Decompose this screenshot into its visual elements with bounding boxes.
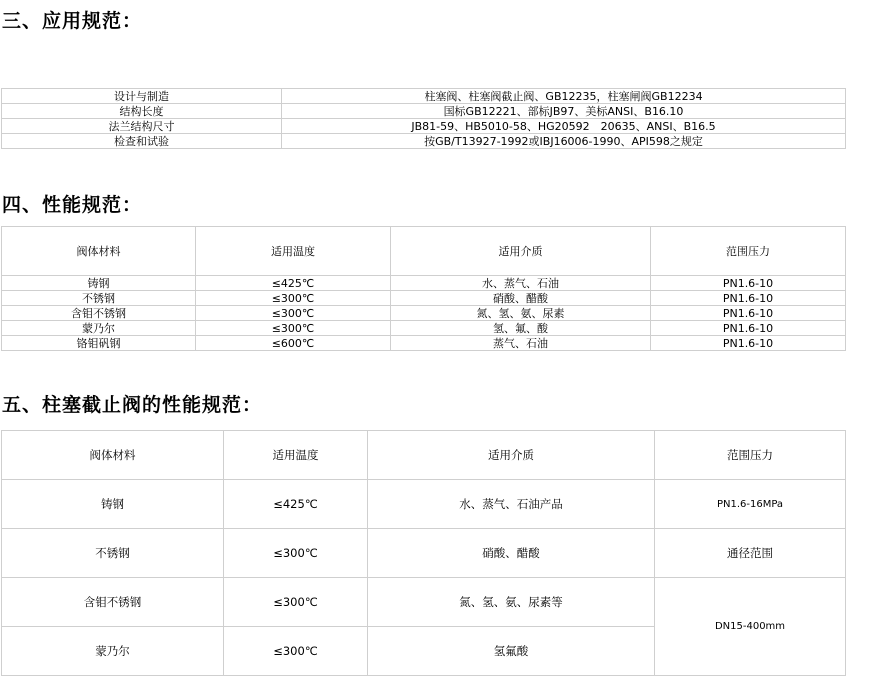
table-row [2,89,846,104]
header-cell: 范围压力 [655,431,846,480]
cell: 氢、氟、酸 [391,321,651,336]
header-cell: 适用温度 [224,431,368,480]
header-cell: 范围压力 [651,227,846,276]
cell: 蒙乃尔 [2,321,196,336]
cell: 氢氟酸 [368,627,655,676]
cell: 通径范围 [655,529,846,578]
table-row [2,578,846,627]
table-row [2,104,846,119]
cell: PN1.6-10 [651,291,846,306]
cell: 硝酸、醋酸 [391,291,651,306]
cell: 含钼不锈钢 [2,578,224,627]
header-cell: 适用介质 [368,431,655,480]
table-row [2,134,846,149]
section-5-title: 五、柱塞截止阀的性能规范： [2,394,263,416]
cell: 铬钼矾钢 [2,336,196,351]
header-row [2,431,846,480]
cell: 结构长度 [2,104,282,119]
cell: PN1.6-10 [651,321,846,336]
cell: 水、蒸气、石油产品 [368,480,655,529]
cell: 不锈钢 [2,291,196,306]
cell: 法兰结构尺寸 [2,119,282,134]
cell: 国标GB12221、部标JB97、美标ANSI、B16.10 [282,104,846,119]
header-cell: 适用温度 [196,227,391,276]
cell: JB81-59、HB5010-58、HG20592 20635、ANSI、B16.5 [282,119,846,134]
cell: ≤600℃ [196,336,391,351]
cell: PN1.6-10 [651,276,846,291]
performance-spec-table [1,226,846,351]
cell: 含钼不锈钢 [2,306,196,321]
cell: ≤300℃ [224,529,368,578]
cell: ≤425℃ [224,480,368,529]
cell: ≤425℃ [196,276,391,291]
cell: PN1.6-10 [651,336,846,351]
header-row [2,227,846,276]
table-row [2,291,846,306]
cell: 蒙乃尔 [2,627,224,676]
table-row [2,276,846,291]
cell: 铸钢 [2,276,196,291]
cell: 硝酸、醋酸 [368,529,655,578]
header-cell: 阀体材料 [2,431,224,480]
cell: DN15-400mm [655,578,846,676]
table-row [2,119,846,134]
table-row [2,480,846,529]
cell: ≤300℃ [196,291,391,306]
table-row [2,321,846,336]
cell: ≤300℃ [196,321,391,336]
cell: ≤300℃ [196,306,391,321]
cell: 设计与制造 [2,89,282,104]
cell: 氮、氢、氨、尿素等 [368,578,655,627]
section-3-title: 三、应用规范： [2,10,143,32]
cell: PN1.6-16MPa [655,480,846,529]
application-spec-table [1,88,846,149]
cell: 氮、氢、氨、尿素 [391,306,651,321]
table-row [2,529,846,578]
cell: PN1.6-10 [651,306,846,321]
cell: 柱塞阀、柱塞阀截止阀、GB12235，柱塞闸阀GB12234 [282,89,846,104]
cell: 检查和试验 [2,134,282,149]
plunger-valve-spec-table [1,430,846,676]
header-cell: 阀体材料 [2,227,196,276]
cell: ≤300℃ [224,578,368,627]
section-4-title: 四、性能规范： [2,194,143,216]
cell: 按GB/T13927-1992或IBJ16006-1990、API598之规定 [282,134,846,149]
table-row [2,336,846,351]
cell: ≤300℃ [224,627,368,676]
cell: 铸钢 [2,480,224,529]
cell: 不锈钢 [2,529,224,578]
table-row [2,306,846,321]
header-cell: 适用介质 [391,227,651,276]
cell: 蒸气、石油 [391,336,651,351]
cell: 水、蒸气、石油 [391,276,651,291]
